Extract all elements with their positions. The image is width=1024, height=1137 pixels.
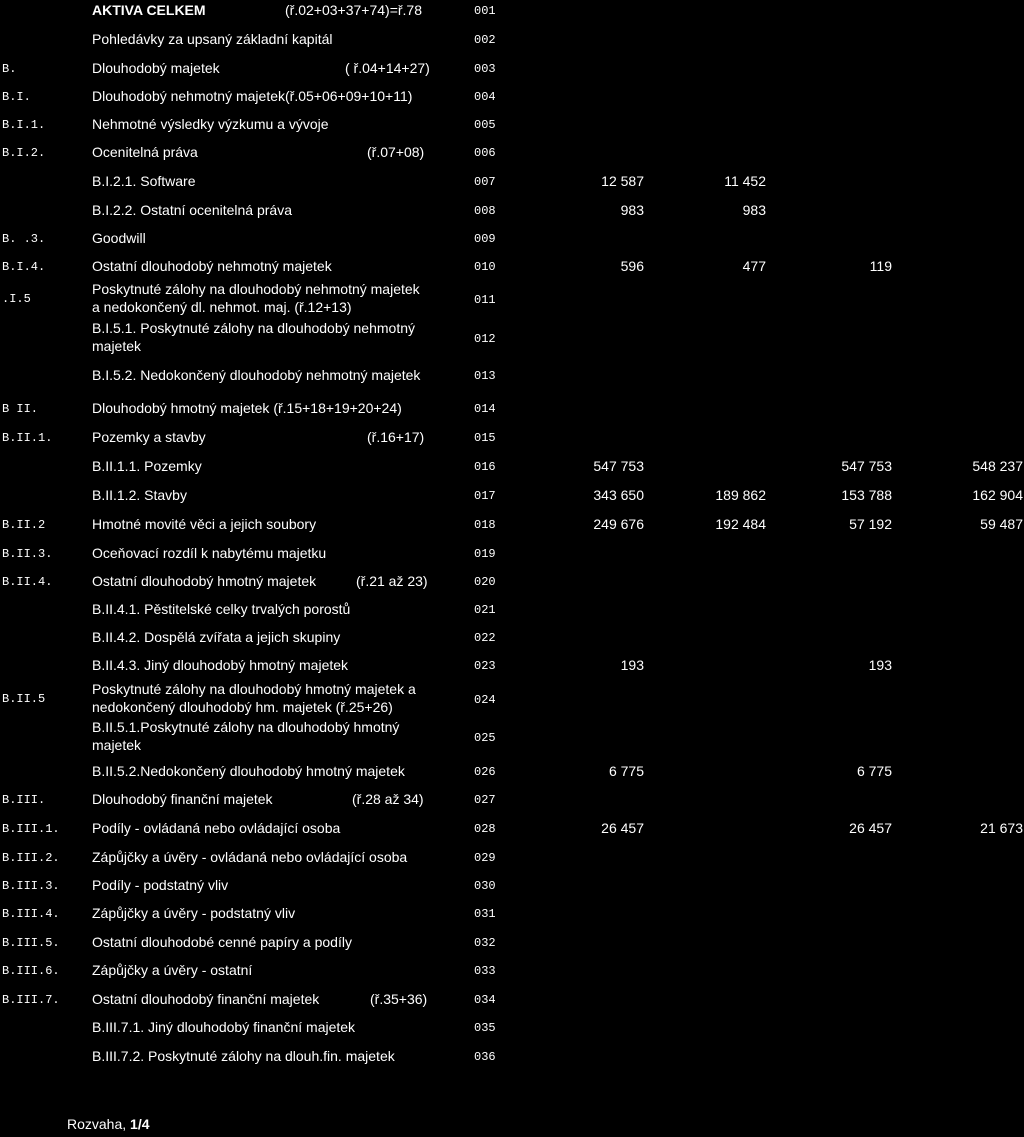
value-previous: 548 237 [972, 458, 1023, 474]
row-label: Ocenitelná práva [92, 144, 198, 160]
page-title: AKTIVA CELKEM [92, 2, 206, 18]
row-number: 012 [474, 332, 496, 346]
value-netto: 193 [868, 657, 892, 673]
row-label: B.II.1.1. Pozemky [92, 458, 202, 474]
value-korekce: 189 862 [715, 487, 766, 503]
row-code: B.I.1. [2, 118, 46, 132]
value-brutto: 547 753 [593, 458, 644, 474]
row-number: 011 [474, 293, 496, 307]
row-label: B.II.4.3. Jiný dlouhodobý hmotný majetek [92, 657, 349, 673]
row-number: 017 [474, 489, 496, 503]
row-code: B.II.5 [2, 692, 46, 706]
row-code: B.III.3. [2, 879, 60, 893]
row-number: 022 [474, 631, 496, 645]
row-number: 023 [474, 659, 496, 673]
value-korekce: 477 [742, 258, 766, 274]
row-label: B.II.5.2.Nedokončený dlouhodobý hmotný majetek [92, 763, 405, 779]
value-netto: 119 [869, 258, 892, 274]
row-code: B II. [2, 402, 39, 416]
row-label: B.II.1.2. Stavby [92, 487, 187, 503]
row-code: B.I.2. [2, 146, 46, 160]
row-code: B.III.5. [2, 936, 60, 950]
row-number: 007 [474, 175, 496, 189]
row-code: B.III.7. [2, 993, 60, 1007]
row-label: Ostatní dlouhodobý nehmotný majetek [92, 258, 332, 274]
row-number: 034 [474, 993, 496, 1007]
row-label-line2: nedokončený dlouhodobý hm. majetek (ř.25+26) [92, 699, 393, 715]
value-korekce: 11 452 [724, 173, 766, 189]
row-number: 008 [474, 204, 496, 218]
row-number: 025 [474, 731, 496, 745]
row-label: B.II.4.2. Dospělá zvířata a jejich skupiny [92, 629, 341, 645]
row-label-line2: majetek [92, 338, 142, 354]
footer-label: Rozvaha, [67, 1116, 131, 1132]
row-label: Ostatní dlouhodobý finanční majetek [92, 991, 320, 1007]
row-number: 036 [474, 1050, 496, 1064]
row-number: 005 [474, 118, 496, 132]
row-code: B.I. [2, 90, 31, 104]
row-code: B.II.3. [2, 547, 53, 561]
row-formula: (ř.21 až 23) [356, 573, 428, 589]
row-label: Pozemky a stavby [92, 429, 206, 445]
row-label: B.I.2.2. Ostatní ocenitelná práva [92, 202, 293, 218]
row-number: 027 [474, 793, 496, 807]
row-number: 010 [474, 260, 496, 274]
row-label: Oceňovací rozdíl k nabytému majetku [92, 545, 327, 561]
row-formula: (ř.35+36) [370, 991, 428, 1007]
row-label-line1: B.II.5.1.Poskytnuté zálohy na dlouhodobý hmotný [92, 719, 400, 735]
row-number: 009 [474, 232, 496, 246]
row-number: 026 [474, 765, 496, 779]
row-label: B.III.7.1. Jiný dlouhodobý finanční majetek [92, 1019, 356, 1035]
row-label: B.II.4.1. Pěstitelské celky trvalých porostů [92, 601, 351, 617]
row-number: 004 [474, 90, 496, 104]
row-number: 016 [474, 460, 496, 474]
value-netto: 57 192 [849, 516, 892, 532]
value-brutto: 343 650 [593, 487, 644, 503]
row-number: 002 [474, 33, 496, 47]
value-previous: 162 904 [972, 487, 1023, 503]
row-number: 015 [474, 431, 496, 445]
row-formula: ( ř.04+14+27) [345, 60, 430, 76]
header-formula: (ř.02+03+37+74)=ř.78 [285, 2, 422, 18]
row-label: Hmotné movité věci a jejich soubory [92, 516, 317, 532]
value-brutto: 26 457 [601, 820, 644, 836]
row-number: 024 [474, 693, 496, 707]
row-label: Ostatní dlouhodobé cenné papíry a podíly [92, 934, 352, 950]
row-number: 020 [474, 575, 496, 589]
row-formula: (ř.16+17) [367, 429, 425, 445]
row-label-line1: B.I.5.1. Poskytnuté zálohy na dlouhodobý nehmotný [92, 320, 415, 336]
row-formula: (ř.28 až 34) [352, 791, 424, 807]
value-brutto: 249 676 [593, 516, 644, 532]
value-brutto: 596 [620, 258, 644, 274]
row-code: B.III.6. [2, 964, 60, 978]
row-number: 029 [474, 851, 496, 865]
row-label-line1: Poskytnuté zálohy na dlouhodobý hmotný majetek a [92, 681, 416, 697]
row-number: 032 [474, 936, 496, 950]
row-label: B.III.7.2. Poskytnuté zálohy na dlouh.fin. majetek [92, 1048, 395, 1064]
row-number: 021 [474, 603, 496, 617]
row-code: B. .3. [2, 232, 46, 246]
row-label: B.I.5.2. Nedokončený dlouhodobý nehmotný majetek [92, 367, 421, 383]
value-netto: 26 457 [849, 820, 892, 836]
row-label: Zápůjčky a úvěry - ovládaná nebo ovládající osoba [92, 849, 408, 865]
value-netto: 153 788 [841, 487, 892, 503]
row-code: B. [2, 62, 17, 76]
row-number: 028 [474, 822, 496, 836]
row-number: 030 [474, 879, 496, 893]
value-brutto: 6 775 [608, 763, 644, 779]
row-code: B.II.4. [2, 575, 53, 589]
row-label: Goodwill [92, 230, 146, 246]
value-korekce: 983 [742, 202, 766, 218]
row-label: Podíly - podstatný vliv [92, 877, 229, 893]
row-label-line2: majetek [92, 737, 142, 753]
row-code: B.III. [2, 793, 46, 807]
row-label: Pohledávky za upsaný základní kapitál [92, 31, 333, 47]
row-label: Dlouhodobý nehmotný majetek(ř.05+06+09+10+11) [92, 88, 413, 104]
row-label: Nehmotné výsledky výzkumu a vývoje [92, 116, 329, 132]
row-label-line2: a nedokončený dl. nehmot. maj. (ř.12+13) [92, 299, 352, 315]
row-label: Podíly - ovládaná nebo ovládající osoba [92, 820, 341, 836]
row-code: B.III.1. [2, 822, 60, 836]
value-netto: 6 775 [856, 763, 892, 779]
row-label: Ostatní dlouhodobý hmotný majetek [92, 573, 317, 589]
row-number: 013 [474, 369, 496, 383]
value-previous: 59 487 [980, 516, 1023, 532]
row-label: Zápůjčky a úvěry - ostatní [92, 962, 253, 978]
row-code: B.III.4. [2, 907, 60, 921]
value-brutto: 12 587 [601, 173, 644, 189]
value-previous: 21 673 [980, 820, 1023, 836]
row-code: B.I.4. [2, 260, 46, 274]
row-number: 006 [474, 146, 496, 160]
row-number: 031 [474, 907, 496, 921]
row-number: 033 [474, 964, 496, 978]
row-label: Dlouhodobý hmotný majetek (ř.15+18+19+20+24) [92, 400, 402, 416]
row-code: B.II.1. [2, 431, 53, 445]
value-netto: 547 753 [841, 458, 892, 474]
page-footer [67, 1116, 150, 1132]
row-label: Zápůjčky a úvěry - podstatný vliv [92, 905, 296, 921]
row-number: 014 [474, 402, 496, 416]
row-code: B.II.2 [2, 518, 46, 532]
value-brutto: 193 [620, 657, 644, 673]
row-number: 019 [474, 547, 496, 561]
row-label: Dlouhodobý majetek [92, 60, 220, 76]
row-number: 035 [474, 1021, 496, 1035]
value-korekce: 192 484 [715, 516, 766, 532]
row-code: .I.5 [2, 292, 31, 306]
row-number: 018 [474, 518, 496, 532]
row-label: Dlouhodobý finanční majetek [92, 791, 273, 807]
page-number: 1/4 [130, 1116, 150, 1132]
row-number: 003 [474, 62, 496, 76]
row-label: B.I.2.1. Software [92, 173, 196, 189]
row-label-line1: Poskytnuté zálohy na dlouhodobý nehmotný majetek [92, 281, 420, 297]
row-code: B.III.2. [2, 851, 60, 865]
value-brutto: 983 [620, 202, 644, 218]
row-number: 001 [474, 4, 496, 18]
row-formula: (ř.07+08) [367, 144, 425, 160]
